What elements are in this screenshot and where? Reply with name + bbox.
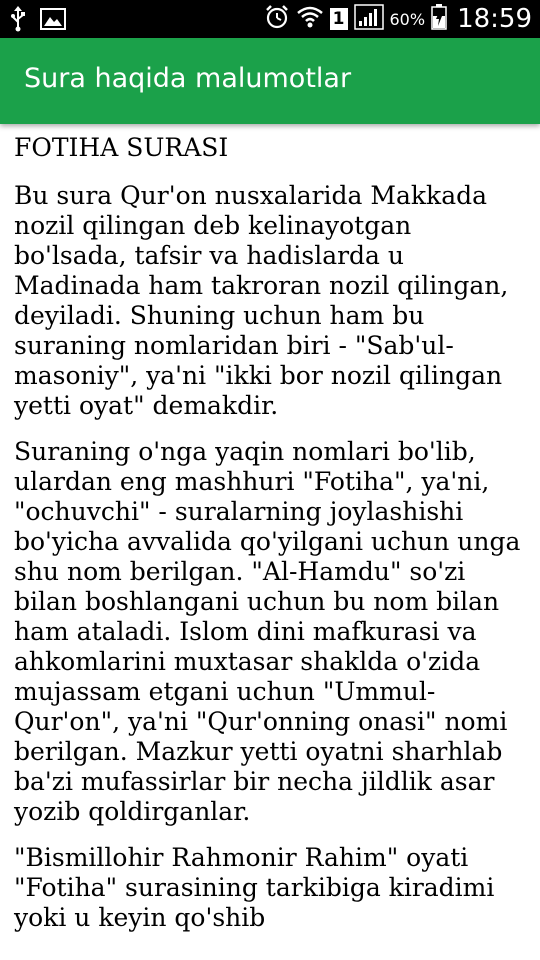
sim-icon — [330, 8, 348, 30]
alarm-icon — [264, 4, 290, 34]
image-icon — [40, 8, 66, 34]
app-bar-title: Sura haqida malumotlar — [24, 63, 352, 94]
app-bar — [0, 38, 540, 124]
usb-icon — [10, 6, 26, 36]
article-paragraph: Suraning o'nga yaqin nomlari bo'lib, ulardan eng mashhuri "Fotiha", ya'ni, "ochuvchi" - suralarning joylashishi bo'yicha avvalida qo'yilgani uchun unga shu nom berilgan. "Al-Hamdu" so'zi bilan boshlangani uchun bu nom bilan ham ataladi. Islom dini mafkurasi va ahkomlarini muxtasar shakldа o'zida mujassam etgani uchun "Ummul-Qur'on", ya'ni "Qur'onning onasi" nomi berilgan. Mazkur yetti oyatni sharhlab ba'zi mufassirlar bir necha jildlik asar yozib qoldirganlar. — [14, 437, 521, 826]
wifi-icon — [296, 4, 324, 34]
sim-label: 1 — [332, 9, 345, 29]
article-paragraph: Bu sura Qur'on nusxalarida Makkada nozil qilingan deb kelinayotgan bo'lsada, tafsir va hadislarda u Madinada ham takroran nozil qilingan, deyiladi. Shuning uchun ham bu suraning nomlaridan biri - "Sab'ul-masoniy", ya'ni "ikki bor nozil qilingan yetti oyat" demakdir. — [14, 181, 509, 420]
status-bar — [0, 0, 540, 38]
battery-icon — [431, 4, 447, 34]
article-content[interactable] — [14, 133, 529, 949]
battery-percent: 60% — [389, 9, 426, 29]
article-paragraph: "Bismillohir Rahmonir Rahim" oyati "Fotiha" surasining tarkibiga kiradimi yoki u keyin qo'shib — [14, 843, 495, 932]
article-heading: FOTIHA SURASI — [14, 133, 229, 162]
clock-time: 18:59 — [457, 4, 532, 34]
signal-icon — [354, 4, 384, 34]
